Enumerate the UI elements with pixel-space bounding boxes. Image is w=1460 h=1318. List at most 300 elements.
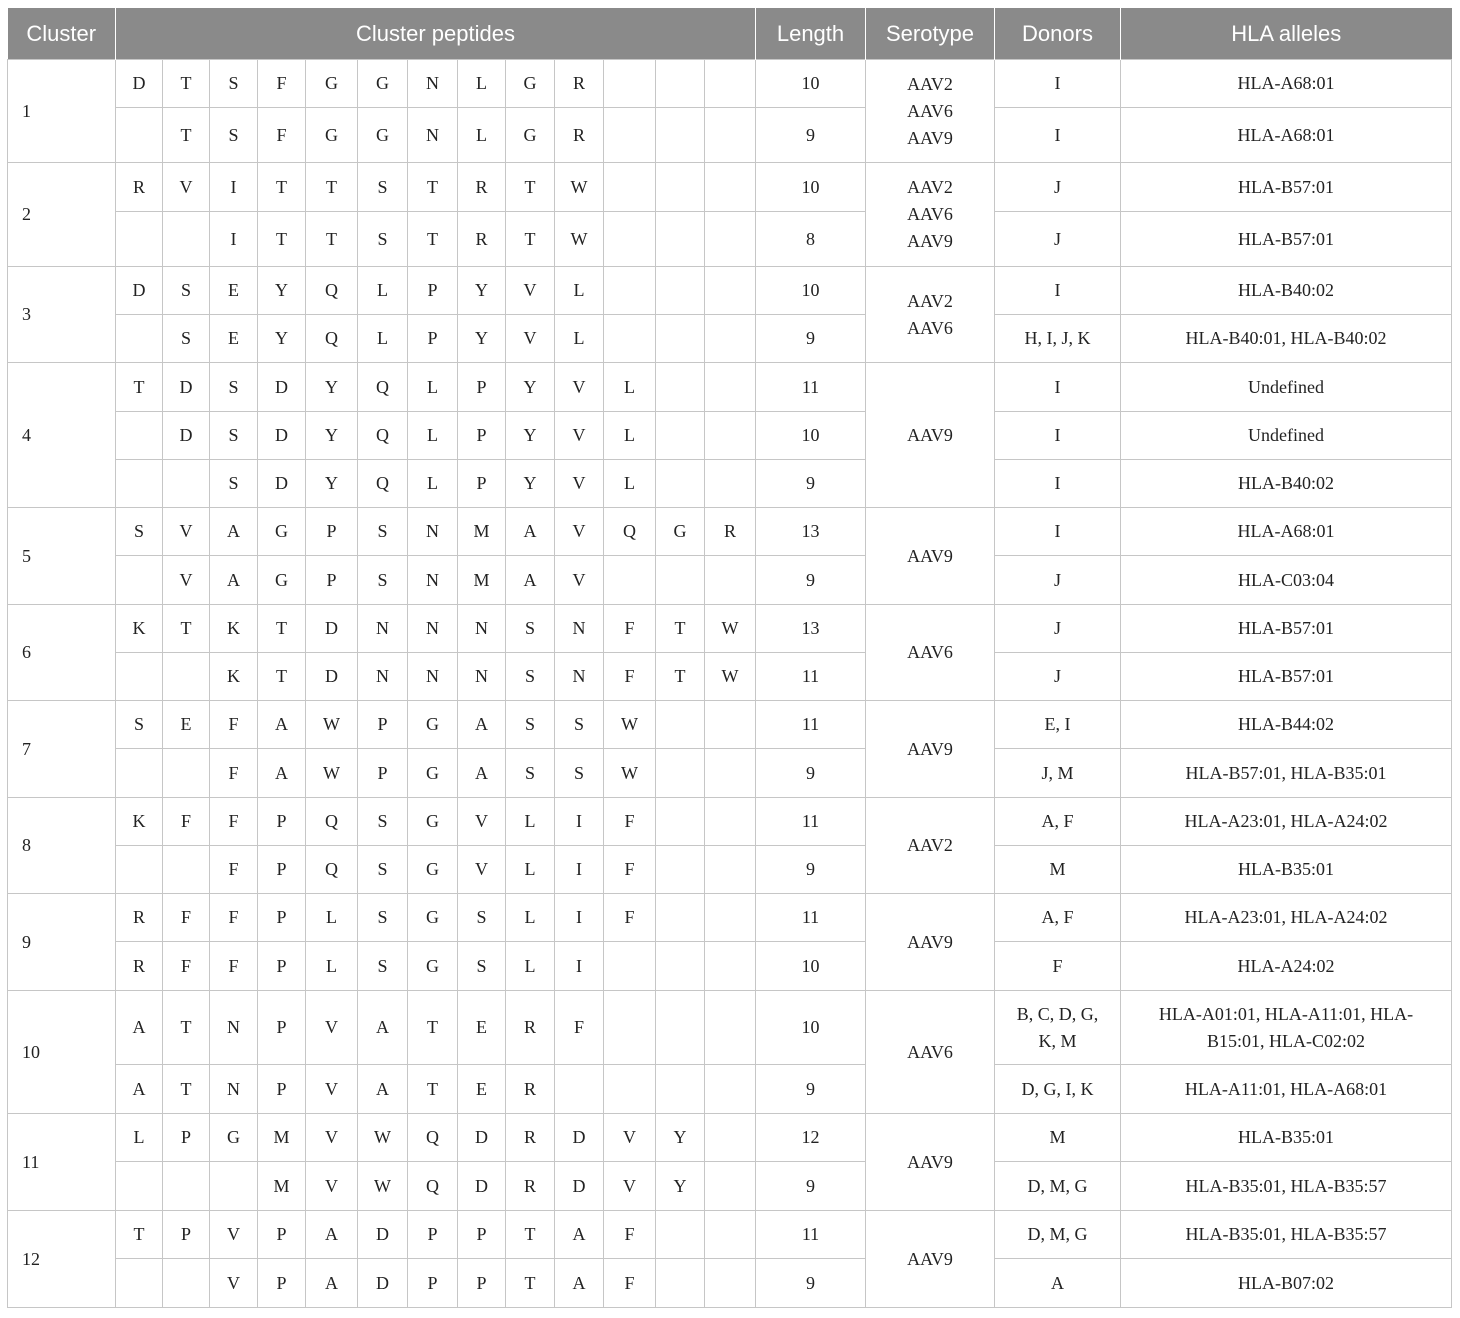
peptide-residue: A xyxy=(258,749,306,798)
peptide-residue: T xyxy=(258,212,306,267)
serotype-cell xyxy=(866,1211,995,1308)
cluster-number: 11 xyxy=(8,1114,116,1211)
peptide-residue: G xyxy=(506,108,555,163)
peptide-residue: Q xyxy=(408,1114,458,1162)
peptide-residue: Y xyxy=(258,267,306,315)
peptide-residue: N xyxy=(408,556,458,605)
donors-cell: I xyxy=(995,363,1121,412)
peptide-residue: T xyxy=(258,163,306,212)
table-row xyxy=(8,460,1452,508)
peptide-residue xyxy=(116,1162,163,1211)
peptide-residue: R xyxy=(458,212,506,267)
table-row xyxy=(8,991,1452,1065)
peptide-residue: I xyxy=(555,846,604,894)
table-row xyxy=(8,212,1452,267)
cell-line: B, C, D, G, xyxy=(1016,1003,1099,1024)
peptide-residue: G xyxy=(408,942,458,991)
peptide-residue: F xyxy=(258,60,306,108)
peptide-residue: P xyxy=(258,1259,306,1308)
peptide-residue: Q xyxy=(604,508,656,556)
peptide-residue: L xyxy=(506,942,555,991)
peptide-residue: W xyxy=(555,212,604,267)
peptide-residue: T xyxy=(656,653,705,701)
peptide-residue: R xyxy=(705,508,756,556)
peptide-residue: I xyxy=(210,212,258,267)
peptide-residue: T xyxy=(408,991,458,1065)
serotype-cell xyxy=(866,508,995,605)
peptide-residue xyxy=(656,60,705,108)
peptide-residue xyxy=(604,212,656,267)
donors-cell: A, F xyxy=(995,894,1121,942)
peptide-residue xyxy=(656,798,705,846)
cell-line: AAV6 xyxy=(907,642,953,662)
peptide-residue xyxy=(705,363,756,412)
peptide-length: 11 xyxy=(756,653,866,701)
peptide-residue xyxy=(705,1162,756,1211)
hla-alleles-cell: HLA-B35:01, HLA-B35:57 xyxy=(1121,1211,1452,1259)
peptide-residue: A xyxy=(306,1211,358,1259)
peptide-residue: P xyxy=(258,1065,306,1114)
peptide-residue xyxy=(604,991,656,1065)
peptide-residue: V xyxy=(306,991,358,1065)
peptide-residue xyxy=(705,846,756,894)
peptide-residue: F xyxy=(163,798,210,846)
peptide-length: 10 xyxy=(756,267,866,315)
table-row xyxy=(8,508,1452,556)
peptide-residue xyxy=(604,556,656,605)
peptide-residue: M xyxy=(458,556,506,605)
peptide-residue: W xyxy=(306,701,358,749)
donors-cell: M xyxy=(995,1114,1121,1162)
peptide-residue: Q xyxy=(408,1162,458,1211)
peptide-residue: Y xyxy=(306,363,358,412)
peptide-residue: T xyxy=(506,1211,555,1259)
peptide-residue: P xyxy=(163,1211,210,1259)
peptide-residue: W xyxy=(604,701,656,749)
table-row xyxy=(8,267,1452,315)
peptide-length: 9 xyxy=(756,108,866,163)
peptide-residue xyxy=(604,1065,656,1114)
peptide-residue: L xyxy=(604,460,656,508)
peptide-residue: S xyxy=(358,894,408,942)
peptide-residue xyxy=(656,701,705,749)
peptide-residue: R xyxy=(555,108,604,163)
peptide-residue xyxy=(705,1211,756,1259)
peptide-residue xyxy=(656,108,705,163)
peptide-residue: S xyxy=(358,163,408,212)
peptide-residue: V xyxy=(506,267,555,315)
peptide-residue: S xyxy=(506,653,555,701)
peptide-residue: L xyxy=(604,412,656,460)
peptide-residue: V xyxy=(306,1065,358,1114)
header-row xyxy=(8,8,1452,60)
peptide-residue: L xyxy=(506,894,555,942)
peptide-residue: N xyxy=(408,605,458,653)
peptide-residue xyxy=(604,108,656,163)
hla-alleles-cell: HLA-B57:01 xyxy=(1121,605,1452,653)
peptide-residue: S xyxy=(210,412,258,460)
peptide-residue: W xyxy=(705,653,756,701)
cluster-number: 4 xyxy=(8,363,116,508)
peptide-residue: V xyxy=(306,1114,358,1162)
cluster-number: 6 xyxy=(8,605,116,701)
peptide-residue xyxy=(163,212,210,267)
peptide-residue: L xyxy=(506,798,555,846)
table-body xyxy=(8,60,1452,1308)
peptide-residue: S xyxy=(210,460,258,508)
peptide-length: 11 xyxy=(756,894,866,942)
peptide-residue: L xyxy=(116,1114,163,1162)
peptide-residue xyxy=(116,653,163,701)
peptide-residue: D xyxy=(258,460,306,508)
peptide-residue xyxy=(705,942,756,991)
peptide-residue xyxy=(705,798,756,846)
peptide-residue xyxy=(705,894,756,942)
peptide-residue: N xyxy=(458,605,506,653)
peptide-residue: K xyxy=(210,653,258,701)
peptide-length: 9 xyxy=(756,846,866,894)
donors-cell: D, G, I, K xyxy=(995,1065,1121,1114)
peptide-residue: Y xyxy=(258,315,306,363)
donors-cell: J xyxy=(995,605,1121,653)
cell-line: AAV9 xyxy=(907,738,953,759)
cell-line: AAV9 xyxy=(907,424,953,445)
peptide-residue: L xyxy=(506,846,555,894)
peptide-residue: D xyxy=(306,653,358,701)
peptide-residue: A xyxy=(258,701,306,749)
peptide-residue: S xyxy=(210,363,258,412)
peptide-residue xyxy=(116,315,163,363)
peptide-residue xyxy=(705,412,756,460)
peptide-residue: L xyxy=(358,315,408,363)
peptide-residue: D xyxy=(555,1162,604,1211)
peptide-residue: P xyxy=(306,508,358,556)
peptide-residue: R xyxy=(458,163,506,212)
peptide-length: 9 xyxy=(756,556,866,605)
donors-cell: J, M xyxy=(995,749,1121,798)
serotype-cell xyxy=(866,163,995,267)
peptide-residue: S xyxy=(210,108,258,163)
peptide-residue: G xyxy=(656,508,705,556)
peptide-residue: G xyxy=(506,60,555,108)
hla-alleles-cell: HLA-A68:01 xyxy=(1121,108,1452,163)
peptide-residue: N xyxy=(358,653,408,701)
peptide-length: 11 xyxy=(756,798,866,846)
hla-alleles-cell: HLA-A11:01, HLA-A68:01 xyxy=(1121,1065,1452,1114)
cluster-number: 7 xyxy=(8,701,116,798)
peptide-residue: T xyxy=(163,60,210,108)
hla-alleles-cell: Undefined xyxy=(1121,363,1452,412)
cell-line: AAV9 xyxy=(907,1151,953,1172)
serotype-cell xyxy=(866,60,995,163)
table-container xyxy=(7,8,1452,1308)
cluster-number: 5 xyxy=(8,508,116,605)
peptide-residue: F xyxy=(210,798,258,846)
table-row xyxy=(8,894,1452,942)
peptide-residue: Y xyxy=(656,1114,705,1162)
peptide-residue: W xyxy=(306,749,358,798)
table-row xyxy=(8,1065,1452,1114)
peptide-length: 9 xyxy=(756,460,866,508)
donors-cell: H, I, J, K xyxy=(995,315,1121,363)
peptide-residue xyxy=(705,749,756,798)
peptide-residue: V xyxy=(555,412,604,460)
peptide-residue xyxy=(656,267,705,315)
hla-alleles-cell: HLA-B57:01, HLA-B35:01 xyxy=(1121,749,1452,798)
donors-cell xyxy=(995,991,1121,1065)
peptide-residue: V xyxy=(163,556,210,605)
peptide-residue: S xyxy=(555,749,604,798)
peptide-residue: S xyxy=(358,942,408,991)
peptide-residue: T xyxy=(506,1259,555,1308)
peptide-residue: R xyxy=(506,1065,555,1114)
peptide-residue: S xyxy=(163,315,210,363)
donors-cell: A xyxy=(995,1259,1121,1308)
peptide-residue: A xyxy=(555,1211,604,1259)
serotype-cell xyxy=(866,701,995,798)
peptide-residue: Y xyxy=(306,412,358,460)
peptide-residue: P xyxy=(458,412,506,460)
peptide-residue xyxy=(656,315,705,363)
peptide-residue: G xyxy=(408,846,458,894)
peptide-residue: F xyxy=(210,942,258,991)
peptide-residue xyxy=(656,1065,705,1114)
donors-cell: I xyxy=(995,508,1121,556)
peptide-length: 10 xyxy=(756,163,866,212)
peptide-residue: R xyxy=(116,942,163,991)
peptide-residue: V xyxy=(506,315,555,363)
donors-cell: I xyxy=(995,267,1121,315)
table-row xyxy=(8,556,1452,605)
table-row xyxy=(8,315,1452,363)
peptide-residue: M xyxy=(258,1114,306,1162)
peptide-length: 9 xyxy=(756,1065,866,1114)
serotype-cell xyxy=(866,363,995,508)
peptide-residue: T xyxy=(163,108,210,163)
peptide-residue: P xyxy=(258,991,306,1065)
header-hla-alleles: HLA alleles xyxy=(1121,8,1452,60)
peptide-residue: A xyxy=(210,556,258,605)
hla-alleles-cell: HLA-B40:02 xyxy=(1121,460,1452,508)
peptide-residue xyxy=(705,701,756,749)
cell-line: AAV2 xyxy=(907,835,953,855)
donors-cell: J xyxy=(995,556,1121,605)
peptide-residue: D xyxy=(458,1114,506,1162)
peptide-residue: P xyxy=(458,363,506,412)
cluster-number: 3 xyxy=(8,267,116,363)
table-row xyxy=(8,1259,1452,1308)
donors-cell: I xyxy=(995,460,1121,508)
peptide-residue xyxy=(705,460,756,508)
peptide-residue xyxy=(705,267,756,315)
peptide-residue: S xyxy=(116,508,163,556)
peptide-residue: Y xyxy=(656,1162,705,1211)
peptide-residue xyxy=(705,315,756,363)
cell-line: AAV9 xyxy=(907,231,953,251)
hla-alleles-cell: HLA-C03:04 xyxy=(1121,556,1452,605)
serotype-cell xyxy=(866,267,995,363)
peptide-residue: S xyxy=(358,212,408,267)
peptide-residue: V xyxy=(555,556,604,605)
peptide-residue: V xyxy=(210,1259,258,1308)
peptide-residue: L xyxy=(408,460,458,508)
peptide-residue: N xyxy=(555,605,604,653)
peptide-residue: A xyxy=(458,749,506,798)
peptide-residue: Q xyxy=(306,846,358,894)
peptide-residue: T xyxy=(408,1065,458,1114)
peptide-residue: E xyxy=(210,315,258,363)
hla-alleles-cell: HLA-B07:02 xyxy=(1121,1259,1452,1308)
hla-alleles-cell: HLA-B57:01 xyxy=(1121,653,1452,701)
peptide-residue: E xyxy=(210,267,258,315)
peptide-residue: L xyxy=(458,108,506,163)
serotype-cell xyxy=(866,798,995,894)
donors-cell: E, I xyxy=(995,701,1121,749)
table-row xyxy=(8,653,1452,701)
hla-alleles-cell: HLA-B44:02 xyxy=(1121,701,1452,749)
peptide-residue: N xyxy=(210,1065,258,1114)
peptide-residue: T xyxy=(258,653,306,701)
peptide-residue xyxy=(705,1114,756,1162)
peptide-residue: P xyxy=(258,942,306,991)
peptide-residue xyxy=(163,460,210,508)
peptide-residue: P xyxy=(258,1211,306,1259)
peptide-residue: L xyxy=(604,363,656,412)
peptide-residue: D xyxy=(358,1259,408,1308)
peptide-residue: V xyxy=(458,798,506,846)
peptide-residue: G xyxy=(258,556,306,605)
donors-cell: I xyxy=(995,412,1121,460)
table-row xyxy=(8,846,1452,894)
peptide-residue: D xyxy=(116,60,163,108)
donors-cell: I xyxy=(995,60,1121,108)
peptide-residue: I xyxy=(555,798,604,846)
hla-alleles-cell: Undefined xyxy=(1121,412,1452,460)
peptide-residue: F xyxy=(604,846,656,894)
peptide-residue: F xyxy=(555,991,604,1065)
cell-line: AAV9 xyxy=(907,1248,953,1269)
hla-alleles-cell: HLA-B35:01 xyxy=(1121,846,1452,894)
peptide-residue: V xyxy=(604,1114,656,1162)
peptide-residue: N xyxy=(408,60,458,108)
cell-line: AAV6 xyxy=(907,100,953,121)
hla-alleles-cell: HLA-A23:01, HLA-A24:02 xyxy=(1121,798,1452,846)
cell-line: B15:01, HLA-C02:02 xyxy=(1206,1030,1365,1051)
peptide-residue: F xyxy=(210,701,258,749)
cluster-peptides-table xyxy=(7,8,1452,1308)
peptide-residue: T xyxy=(506,212,555,267)
peptide-residue: G xyxy=(408,894,458,942)
peptide-residue: Q xyxy=(306,315,358,363)
cell-line: AAV2 xyxy=(907,73,953,94)
peptide-residue: P xyxy=(458,1259,506,1308)
peptide-residue: F xyxy=(604,1259,656,1308)
cluster-number: 1 xyxy=(8,60,116,163)
peptide-residue xyxy=(705,60,756,108)
header-donors: Donors xyxy=(995,8,1121,60)
peptide-residue: Y xyxy=(458,315,506,363)
peptide-residue: S xyxy=(555,701,604,749)
peptide-residue xyxy=(705,1259,756,1308)
peptide-residue: N xyxy=(555,653,604,701)
peptide-residue: S xyxy=(506,749,555,798)
peptide-residue: P xyxy=(258,894,306,942)
donors-cell: I xyxy=(995,108,1121,163)
peptide-residue: D xyxy=(163,412,210,460)
hla-alleles-cell: HLA-A68:01 xyxy=(1121,60,1452,108)
cell-line: AAV6 xyxy=(907,1041,953,1062)
serotype-cell xyxy=(866,1114,995,1211)
peptide-residue: W xyxy=(604,749,656,798)
peptide-length: 10 xyxy=(756,412,866,460)
table-row xyxy=(8,798,1452,846)
peptide-residue: A xyxy=(116,1065,163,1114)
peptide-residue: A xyxy=(555,1259,604,1308)
peptide-residue: S xyxy=(358,556,408,605)
peptide-residue: N xyxy=(408,508,458,556)
peptide-residue: T xyxy=(408,212,458,267)
peptide-residue: T xyxy=(163,1065,210,1114)
peptide-residue: S xyxy=(358,798,408,846)
header-cluster-peptides: Cluster peptides xyxy=(116,8,756,60)
peptide-residue xyxy=(604,942,656,991)
donors-cell: A, F xyxy=(995,798,1121,846)
peptide-residue: V xyxy=(604,1162,656,1211)
peptide-residue: T xyxy=(163,605,210,653)
peptide-residue: D xyxy=(163,363,210,412)
hla-alleles-cell: HLA-B57:01 xyxy=(1121,212,1452,267)
hla-alleles-cell: HLA-B40:02 xyxy=(1121,267,1452,315)
peptide-residue: L xyxy=(306,894,358,942)
peptide-residue: T xyxy=(116,363,163,412)
peptide-length: 10 xyxy=(756,991,866,1065)
peptide-length: 9 xyxy=(756,749,866,798)
peptide-length: 8 xyxy=(756,212,866,267)
peptide-residue: Q xyxy=(358,412,408,460)
peptide-length: 13 xyxy=(756,605,866,653)
peptide-residue xyxy=(163,749,210,798)
peptide-residue: T xyxy=(258,605,306,653)
peptide-residue xyxy=(656,1259,705,1308)
donors-cell: D, M, G xyxy=(995,1162,1121,1211)
peptide-residue xyxy=(116,460,163,508)
peptide-length: 9 xyxy=(756,315,866,363)
table-row xyxy=(8,942,1452,991)
peptide-residue xyxy=(116,212,163,267)
peptide-residue xyxy=(163,846,210,894)
peptide-residue xyxy=(656,749,705,798)
cell-line: K, M xyxy=(1038,1030,1077,1051)
peptide-residue xyxy=(705,991,756,1065)
peptide-residue: G xyxy=(408,749,458,798)
peptide-residue: A xyxy=(506,556,555,605)
donors-cell: M xyxy=(995,846,1121,894)
peptide-residue: W xyxy=(358,1162,408,1211)
peptide-residue: S xyxy=(358,846,408,894)
peptide-residue: L xyxy=(408,363,458,412)
table-row xyxy=(8,363,1452,412)
peptide-residue: V xyxy=(555,363,604,412)
peptide-length: 11 xyxy=(756,701,866,749)
peptide-residue xyxy=(604,60,656,108)
serotype-cell xyxy=(866,605,995,701)
peptide-residue xyxy=(656,363,705,412)
peptide-residue: G xyxy=(210,1114,258,1162)
cell-line: AAV2 xyxy=(907,177,953,197)
peptide-residue: W xyxy=(358,1114,408,1162)
peptide-residue: P xyxy=(258,846,306,894)
peptide-residue: Q xyxy=(358,363,408,412)
